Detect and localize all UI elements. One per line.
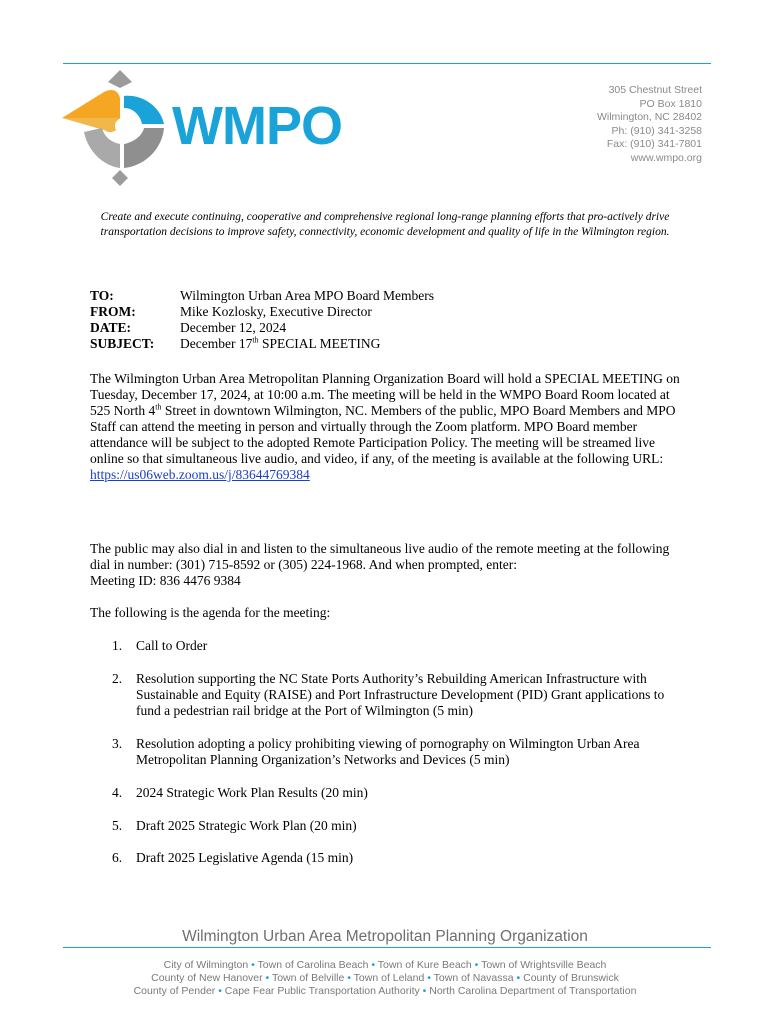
member-name: Cape Fear Public Transportation Authority (224, 985, 420, 997)
agenda-intro: The following is the agenda for the meeting: (90, 605, 331, 620)
dial-in-paragraph (90, 541, 690, 589)
agenda-item (112, 785, 692, 801)
date-label: DATE: (90, 320, 132, 335)
separator-dot: • (419, 985, 430, 997)
agenda-number: 2. (112, 671, 123, 686)
agenda-item (112, 818, 692, 834)
subject-title: SPECIAL MEETING (258, 336, 381, 351)
memo-subject-row (90, 336, 434, 352)
separator-dot: • (344, 972, 354, 984)
agenda-item (112, 638, 692, 654)
member-name: County of New Hanover (151, 972, 263, 984)
separator-dot: • (262, 972, 272, 984)
memo-from-row (90, 304, 434, 320)
agenda-text: Resolution adopting a policy prohibiting viewing of pornography on Wilmington Urban Area Metropolitan Planning Organization’s Networks and Devices (5 min) (136, 736, 640, 767)
memo-header (90, 288, 434, 352)
mission-statement: Create and execute continuing, cooperative and comprehensive regional long-range planning efforts that pro-actively drive transportation decisions to improve safety, connectivity, economic development and quality of life in the Wilmington region. (100, 211, 670, 238)
member-name: County of Brunswick (523, 972, 619, 984)
agenda-text: Call to Order (136, 638, 208, 653)
separator-dot: • (424, 972, 434, 984)
logo-wordmark: WMPO (172, 96, 342, 156)
member-name: Town of Carolina Beach (257, 959, 369, 971)
street-ordinal: th (155, 402, 162, 412)
agenda-number: 3. (112, 736, 123, 751)
address-line: 305 Chestnut Street (608, 84, 702, 96)
separator-dot: • (513, 972, 524, 984)
separator-dot: • (471, 959, 482, 971)
subject-value (180, 336, 380, 352)
address-block (597, 84, 702, 165)
compass-icon (62, 70, 164, 186)
header-rule (63, 63, 711, 64)
agenda-number: 5. (112, 818, 123, 833)
agenda-text: 2024 Strategic Work Plan Results (20 min) (136, 785, 368, 800)
date-value: December 12, 2024 (180, 320, 287, 335)
member-name: City of Wilmington (163, 959, 249, 971)
agenda-item (112, 736, 692, 768)
separator-dot: • (368, 959, 378, 971)
zoom-link[interactable]: https://us06web.zoom.us/j/83644769384 (90, 467, 310, 482)
address-line: PO Box 1810 (639, 97, 702, 110)
to-label: TO: (90, 288, 114, 303)
member-name: Town of Navassa (433, 972, 514, 984)
subject-ordinal: th (252, 335, 259, 345)
agenda-text: Draft 2025 Legislative Agenda (15 min) (136, 850, 354, 865)
notice-text-part1: The Wilmington Urban Area Metropolitan Planning Organization Board will hold a SPECIAL MEETING on Tuesday, December 17, 2024, at 10:00 a.m. The meeting will be held in the WMPO Board Room located at 525 North 4 (90, 371, 680, 418)
agenda-number: 1. (112, 638, 123, 653)
agenda-text: Resolution supporting the NC State Ports Authority’s Rebuilding American Infrastructure with Sustainable and Equity (RAISE) and Port Infrastructure Development (PID) Grant applications to fund a pedestrian rail bridge at the Port of Wilmington (5 min) (136, 671, 665, 718)
member-name: Town of Leland (353, 972, 425, 984)
subject-label: SUBJECT: (90, 336, 155, 351)
website-line: www.wmpo.org (630, 151, 702, 164)
from-label: FROM: (90, 304, 136, 319)
dial-in-text: The public may also dial in and listen to the simultaneous live audio of the remote meeting at the following dial in number: (301) 715-8592 or (305) 224-1968. And when prompted, enter: (90, 541, 670, 572)
agenda-item (112, 671, 692, 719)
footer-rule (63, 947, 711, 948)
memo-to-row (90, 288, 434, 304)
from-value: Mike Kozlosky, Executive Director (180, 304, 372, 319)
to-value: Wilmington Urban Area MPO Board Members (180, 288, 435, 303)
meeting-id: Meeting ID: 836 4476 9384 (90, 573, 241, 588)
memo-date-row (90, 320, 434, 336)
phone-line: Ph: (910) 341-3258 (611, 124, 702, 137)
subject-date: December 17 (180, 336, 253, 351)
footer-members-line3 (0, 985, 770, 997)
member-name: County of Pender (133, 985, 216, 997)
separator-dot: • (248, 959, 258, 971)
member-name: Town of Wrightsville Beach (481, 959, 607, 971)
address-line: Wilmington, NC 28402 (596, 111, 702, 123)
meeting-notice-paragraph (90, 371, 690, 483)
member-name: Town of Kure Beach (377, 959, 472, 971)
footer-title: Wilmington Urban Area Metropolitan Planning Organization (182, 928, 588, 945)
footer-members-line2 (0, 972, 770, 984)
footer-members-line1 (0, 959, 770, 971)
member-name: North Carolina Department of Transportation (429, 985, 637, 997)
agenda-item (112, 850, 692, 866)
wmpo-logo (60, 66, 370, 191)
agenda-number: 6. (112, 850, 123, 865)
agenda-text: Draft 2025 Strategic Work Plan (20 min) (136, 818, 357, 833)
fax-line: Fax: (910) 341-7801 (606, 138, 702, 150)
agenda-number: 4. (112, 785, 123, 800)
separator-dot: • (215, 985, 225, 997)
member-name: Town of Belville (271, 972, 345, 984)
notice-text-part2: Street in downtown Wilmington, NC. Members of the public, MPO Board Members and MPO Staff can attend the meeting in person and virtually through the Zoom platform. MPO Board member attendance will be subject to the adopted Remote Participation Policy. The meeting will be streamed live online so that simultaneous live audio, and video, if any, of the meeting is available at the following URL: (90, 403, 676, 466)
